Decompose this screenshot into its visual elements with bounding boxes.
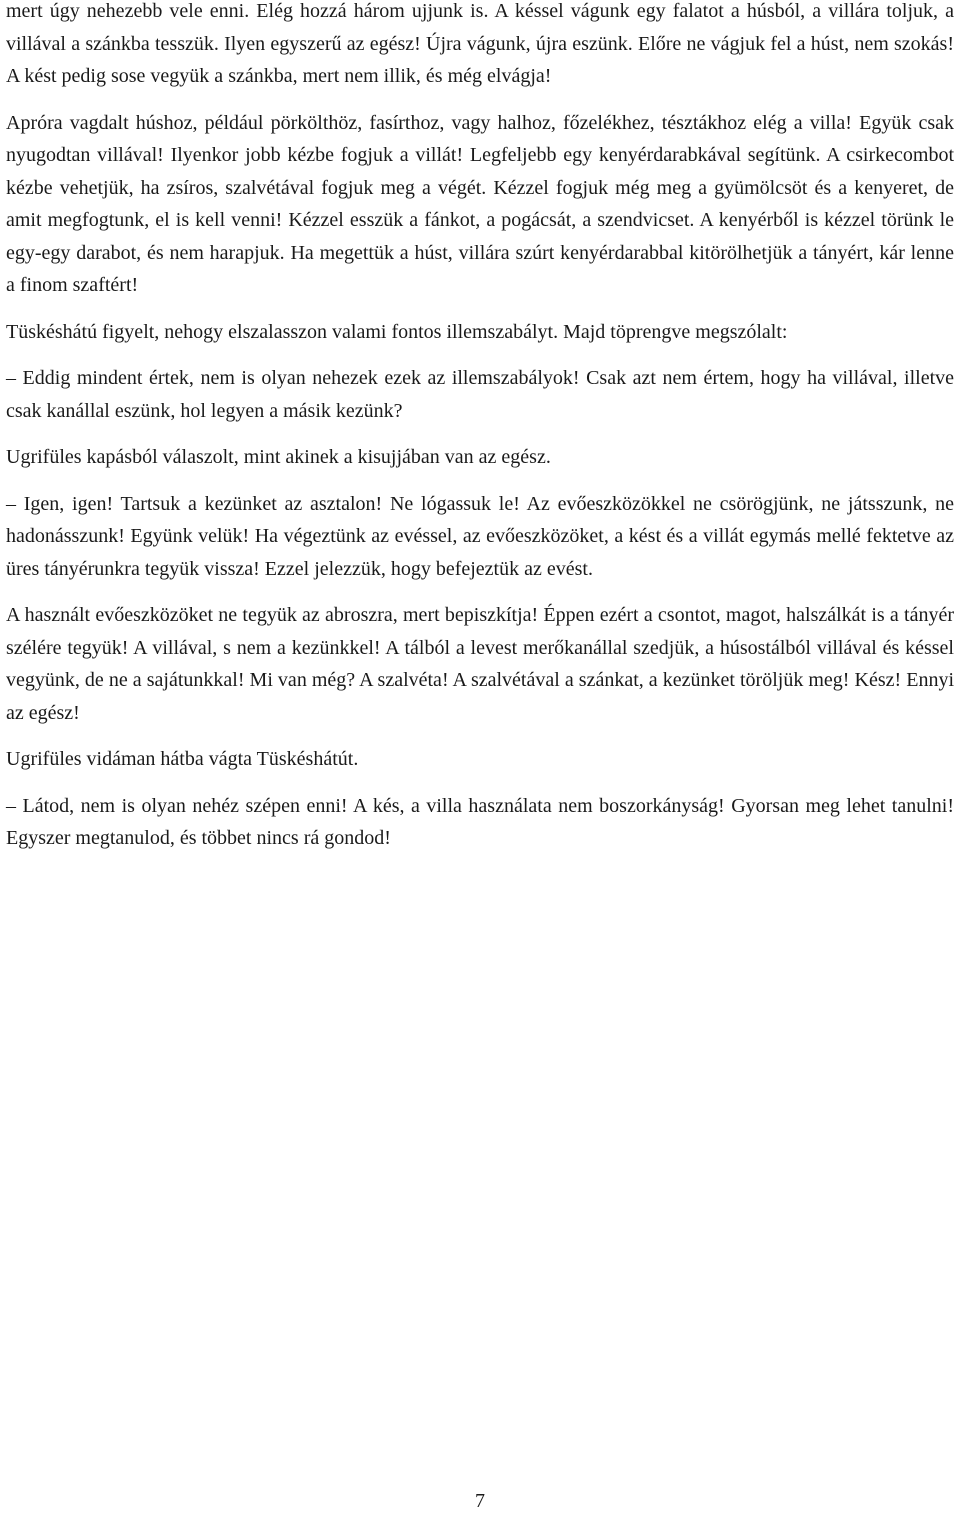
- paragraph-7: A használt evőeszközöket ne tegyük az abroszra, mert bepiszkítja! Éppen ezért a csontot, magot, halszálkát is a tányér szélére tegyük! A villával, s nem a kezünkkel! A tálból a levest merőkanállal szedjük, a húsostálból villával és késsel vegyünk, de ne a sajátunkkal! Mi van még? A szalvéta! A szalvétával a szánkat, a kezünket töröljük meg! Kész! Ennyi az egész!: [6, 604, 954, 724]
- paragraph-8: Ugrifüles vidáman hátba vágta Tüskéshátút.: [6, 748, 359, 770]
- paragraph-2: Apróra vagdalt húshoz, például pörkölthöz, fasírthoz, vagy halhoz, főzelékhez, tésztákhoz elég a villa! Együk csak nyugodtan villával! Ilyenkor jobb kézbe fogjuk a villát! Legfeljebb egy kenyérdarabkával segítünk. A csirkecombot kézbe vehetjük, ha zsíros, szalvétával fogjuk meg a végét. Kézzel fogjuk még meg a gyümölcsöt és a kenyeret, de amit megfogtunk, el is kell venni! Kézzel esszük a fánkot, a pogácsát, a szendvicset. A kenyérből is kézzel törünk le egy-egy darabot, és nem harapjuk. Ha megettük a húst, villára szúrt kenyérdarabbal kitörölhetjük a tányért, kár lenne a finom szaftért!: [6, 111, 954, 296]
- body-text: [6, 0, 954, 869]
- paragraph-5: Ugrifüles kapásból válaszolt, mint akinek a kisujjában van az egész.: [6, 446, 551, 468]
- paragraph-4: – Eddig mindent értek, nem is olyan nehezek ezek az illemszabályok! Csak azt nem értem, hogy ha villával, illetve csak kanállal eszünk, hol legyen a másik kezünk?: [6, 367, 954, 422]
- paragraph-6: – Igen, igen! Tartsuk a kezünket az asztalon! Ne lógassuk le! Az evőeszközökkel ne csörögjünk, ne játsszunk, ne hadonásszunk! Együnk velük! Ha végeztünk az evéssel, az evőeszközöket, a kést és a villát egymás mellé fektetve az üres tányérunkra tegyük vissza! Ezzel jelezzük, hogy befejeztük az evést.: [6, 492, 954, 580]
- paragraph-1: mert úgy nehezebb vele enni. Elég hozzá három ujjunk is. A késsel vágunk egy falatot a húsból, a villára toljuk, a villával a szánkba tesszük. Ilyen egyszerű az egész! Újra vágunk, újra eszünk. Előre ne vágjuk fel a húst, nem szokás! A kést pedig sose vegyük a szánkba, mert nem illik, és még elvágja!: [6, 0, 954, 87]
- page-number: 7: [475, 1490, 485, 1512]
- paragraph-3: Tüskéshátú figyelt, nehogy elszalasszon valami fontos illemszabályt. Majd töprengve megszólalt:: [6, 320, 788, 343]
- paragraph-9: – Látod, nem is olyan nehéz szépen enni! A kés, a villa használata nem boszorkányság! Gyorsan meg lehet tanulni! Egyszer megtanulod, és többet nincs rá gondod!: [6, 794, 954, 849]
